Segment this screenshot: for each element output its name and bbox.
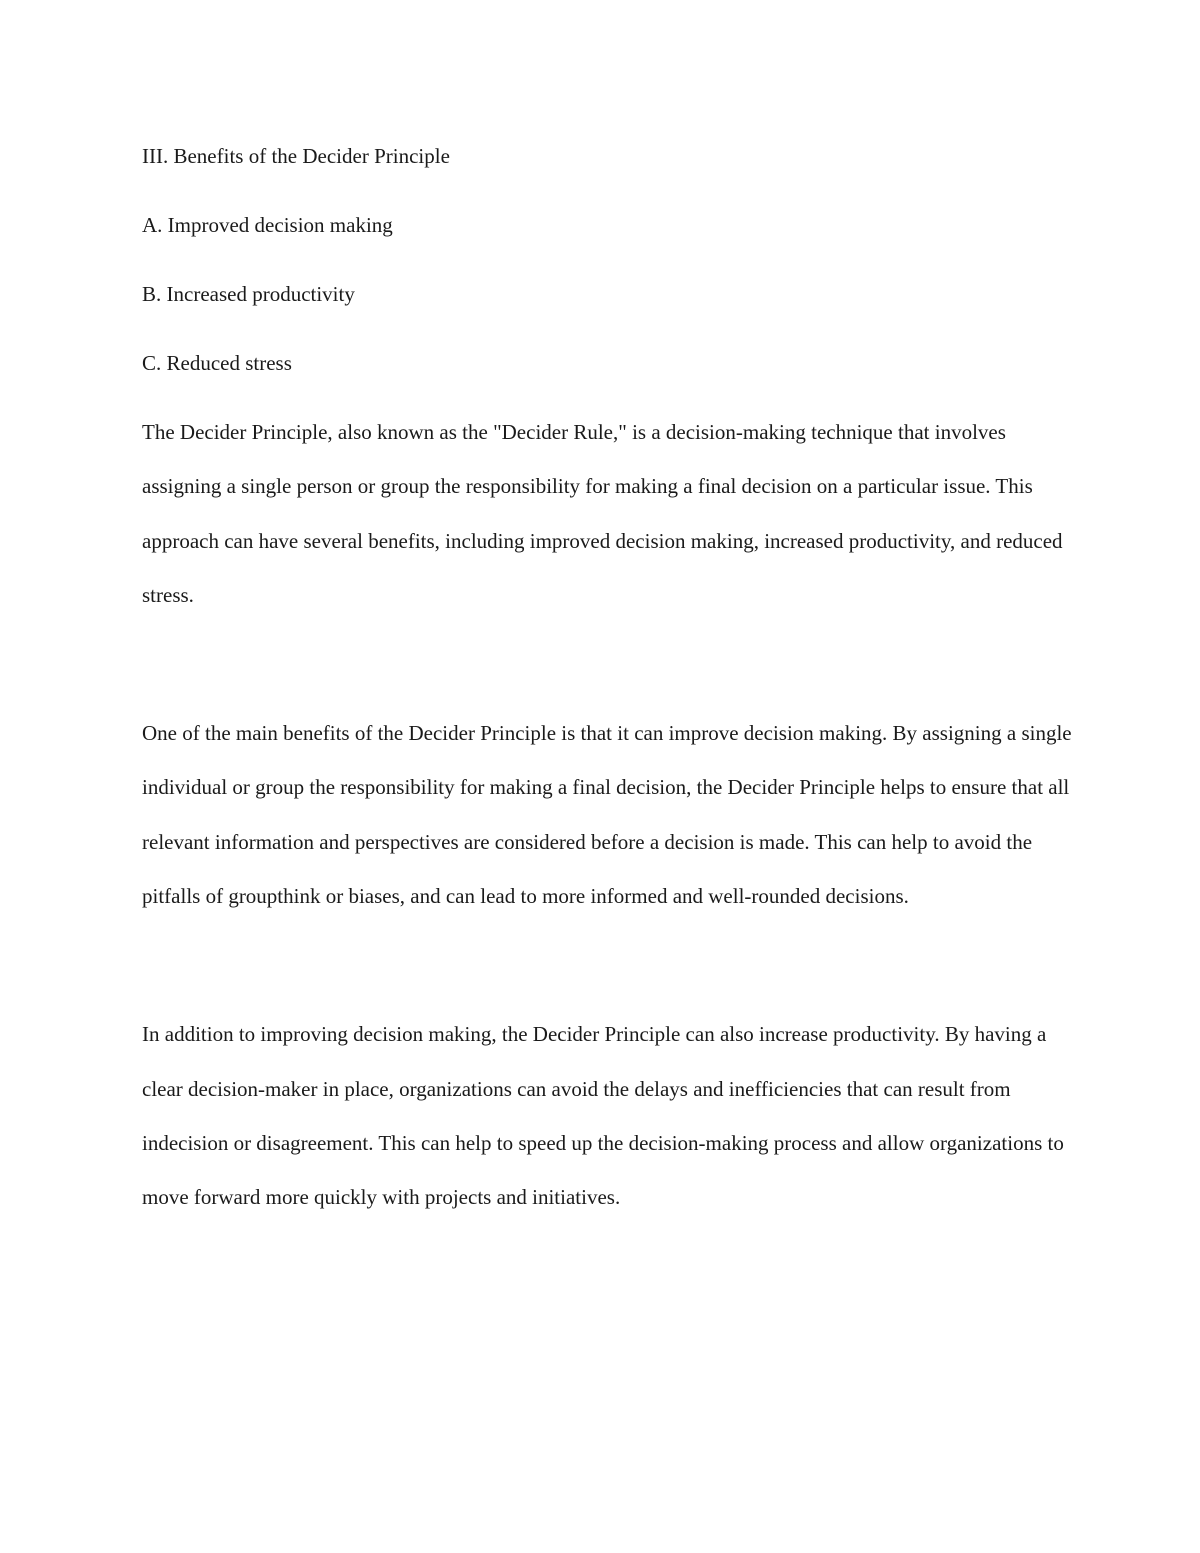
outline-item-a: A. Improved decision making: [142, 213, 393, 237]
document-body: [142, 139, 1072, 1225]
section-heading: III. Benefits of the Decider Principle: [142, 144, 450, 168]
outline-item-c: C. Reduced stress: [142, 351, 292, 375]
paragraph-decision-making: One of the main benefits of the Decider Principle is that it can improve decision making. By assigning a single individual or group the responsibility for making a final decision, the Decider Principle helps to ensure that all relevant information and perspectives are considered before a decision is made. This can help to avoid the pitfalls of groupthink or biases, and can lead to more informed and well-rounded decisions.: [142, 721, 1072, 909]
paragraph-productivity: In addition to improving decision making, the Decider Principle can also increase productivity. By having a clear decision-maker in place, organizations can avoid the delays and inefficiencies that can result from indecision or disagreement. This can help to speed up the decision-making process and allow organizations to move forward more quickly with projects and initiatives.: [142, 1022, 1064, 1210]
paragraph-intro: The Decider Principle, also known as the "Decider Rule," is a decision-making technique that involves assigning a single person or group the responsibility for making a final decision on a particular issue. This approach can have several benefits, including improved decision making, increased productivity, and reduced stress.: [142, 420, 1063, 607]
outline-item-b: B. Increased productivity: [142, 282, 355, 306]
